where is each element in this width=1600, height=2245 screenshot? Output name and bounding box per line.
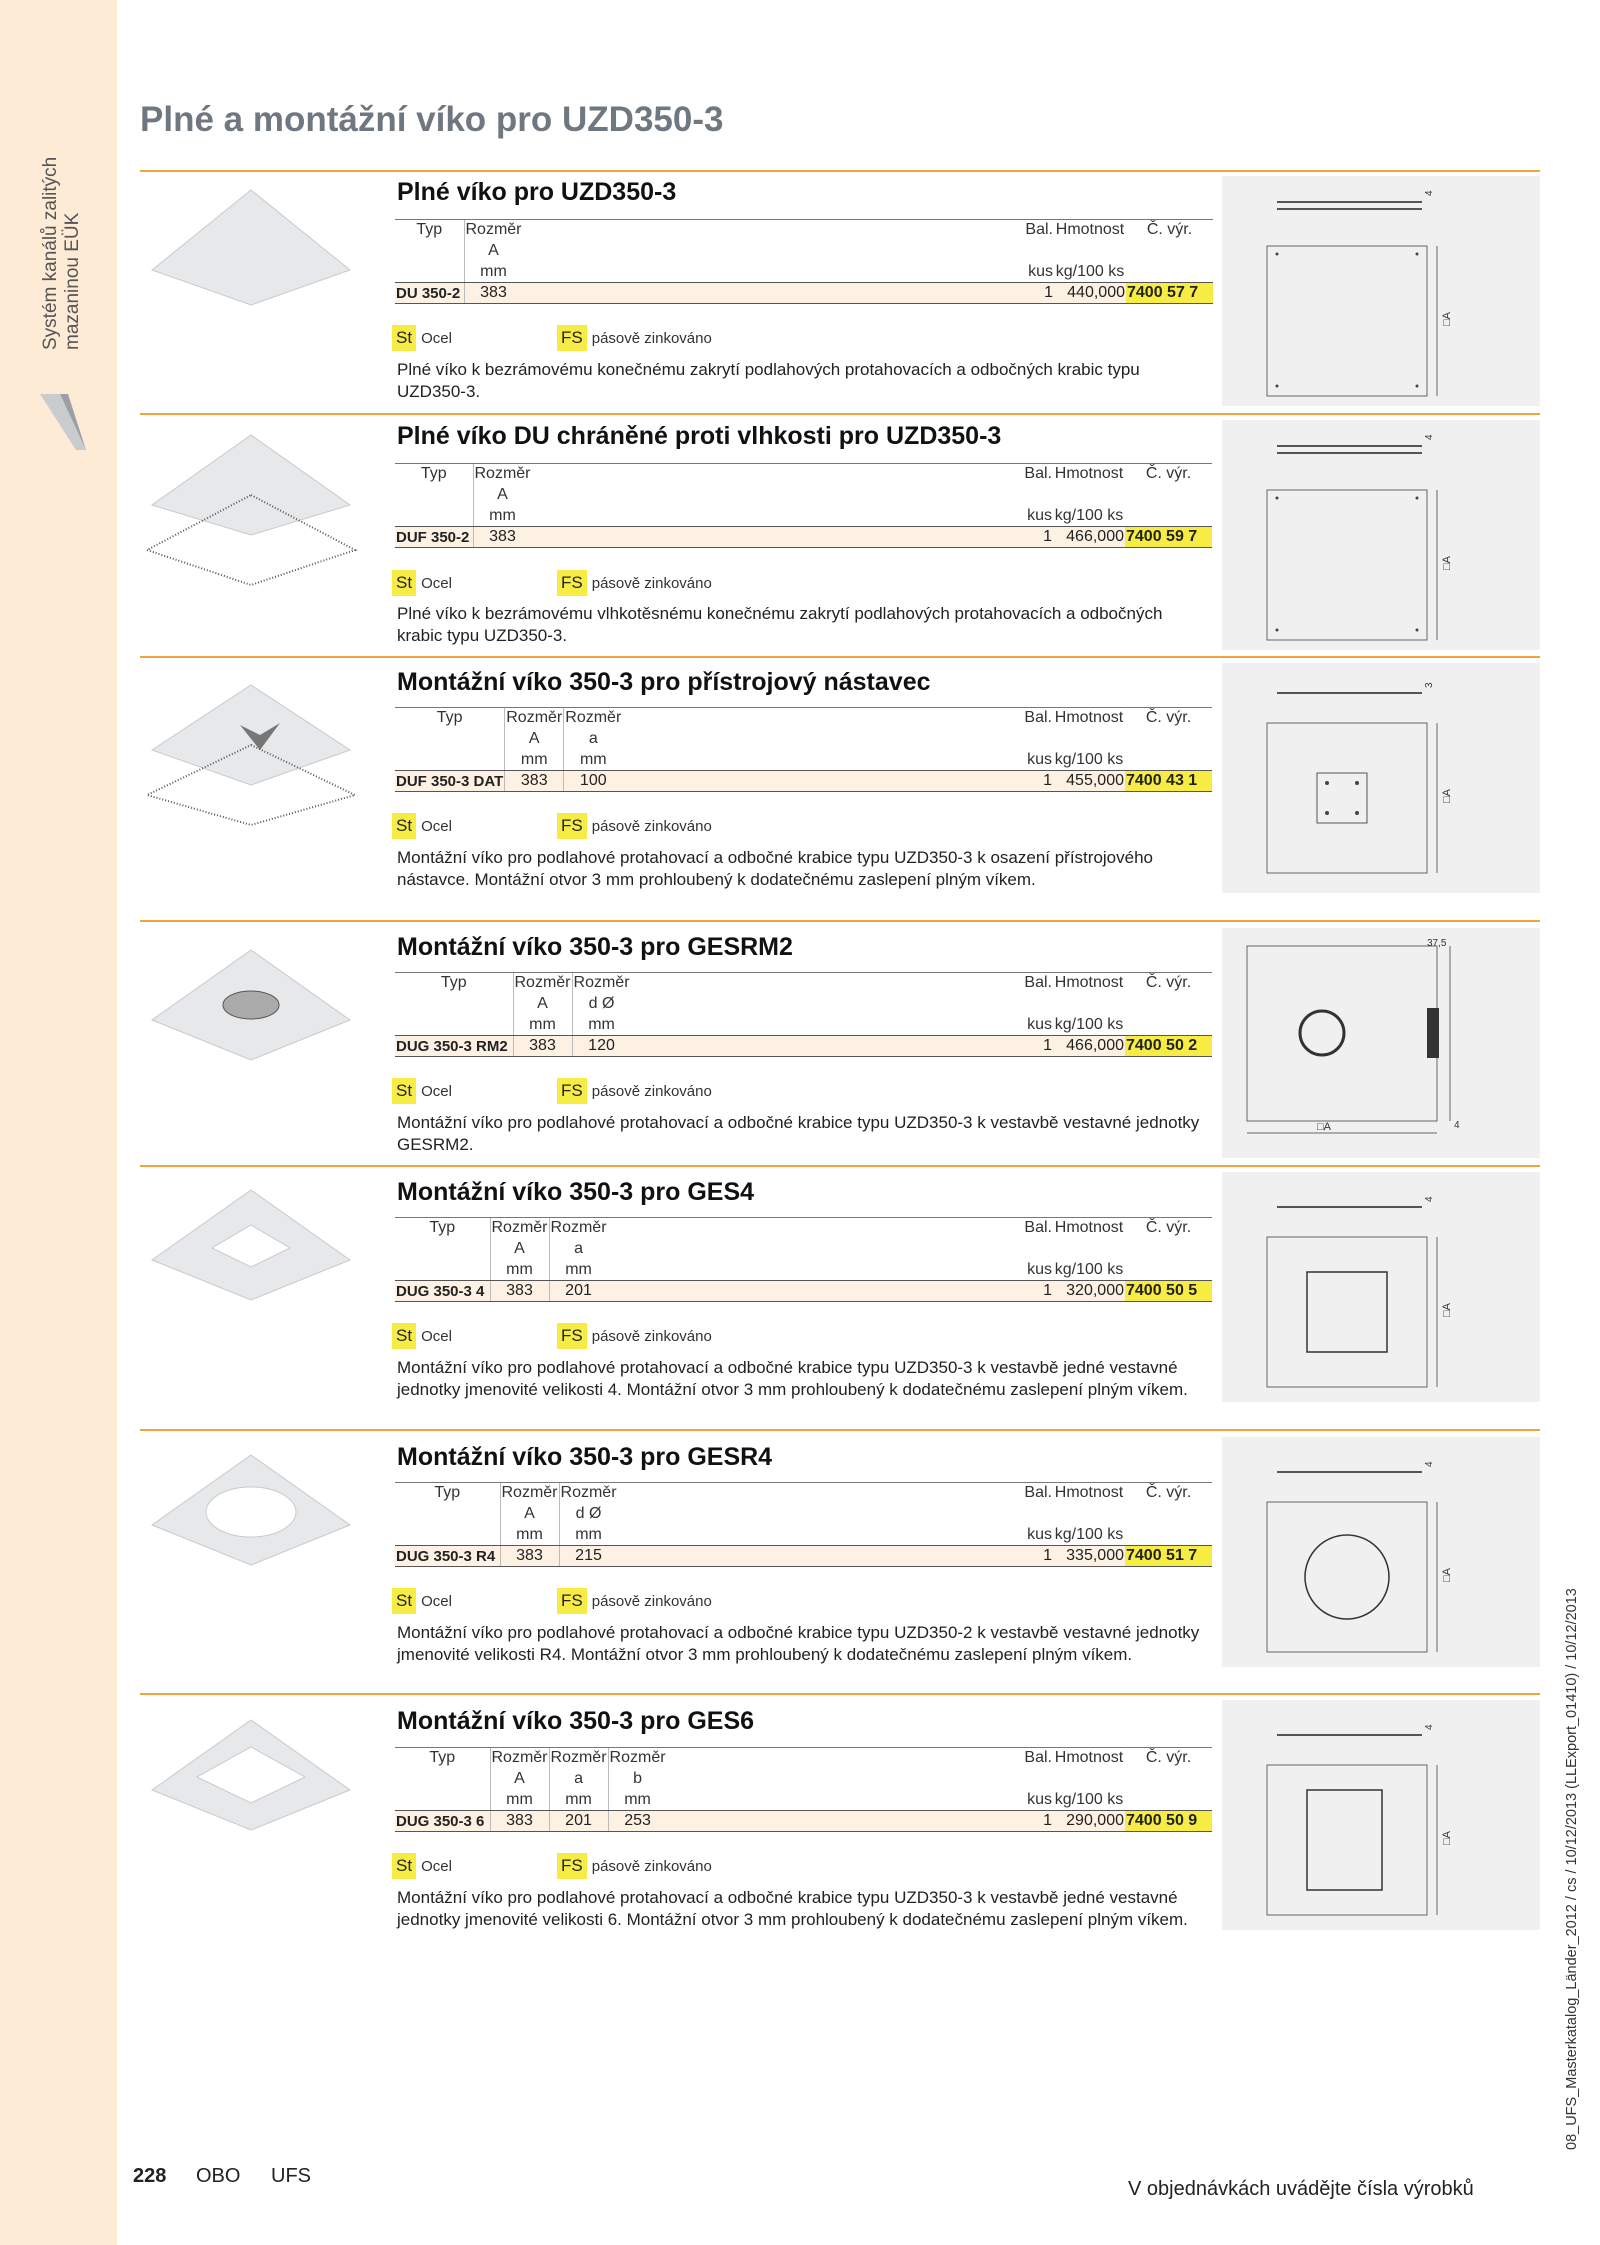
sidebar-label-line2: mazaninou EÜK [62,212,83,350]
col-rozmer: Rozměr [464,220,523,241]
col-typ: Typ [395,708,505,729]
material-row [392,1588,712,1614]
spec-table [395,1482,1212,1567]
unit-mm: mm [572,1015,631,1036]
material-row [392,570,712,596]
row-bal: 1 [1018,1281,1053,1302]
material-tag: St [392,1588,416,1614]
unit-kg: kg/100 ks [1053,1015,1125,1036]
table-row [395,1811,1212,1832]
section-description: Montážní víko pro podlahové protahovací a odbočné krabice typu UZD350-3 k vestavbě vestavné jednotky GESRM2. [397,1113,1200,1154]
row-typ: DUG 350-3 RM2 [395,1036,513,1057]
section-rule [140,1429,1540,1431]
col-rozmer: Rozměr [500,1483,559,1504]
row-dim: 215 [559,1546,618,1567]
row-dim: 383 [505,771,564,792]
unit-mm: mm [464,262,523,283]
unit-kus: kus [1018,1525,1053,1546]
unit-mm: mm [564,750,623,771]
unit-kg: kg/100 ks [1053,750,1125,771]
col-hmotnost: Hmotnost [1054,220,1126,241]
material-tag: St [392,1853,416,1879]
material-text: Ocel [421,1328,452,1345]
section-description: Montážní víko pro podlahové protahovací a odbočné krabice typu UZD350-3 k osazení přístrojového nástavce. Montážní otvor 3 mm prohloubený k dodatečnému zaslepení plným víkem. [397,848,1153,889]
drawing-dim-a: □A [1441,1568,1453,1582]
technical-drawing [1222,1437,1540,1667]
section-title: Plné víko pro UZD350-3 [397,178,677,206]
drawing-dim-a: □A [1441,556,1453,570]
material-tag: St [392,325,416,351]
finish-tag: FS [557,1588,587,1614]
material-text: Ocel [421,330,452,347]
technical-drawing [1222,1172,1540,1402]
spec-table [395,1217,1212,1302]
row-bal: 1 [1018,771,1053,792]
spec-table [395,972,1212,1057]
col-rozmer: Rozměr [559,1483,618,1504]
dim-label: a [564,729,623,750]
technical-drawing [1222,176,1540,406]
row-bal: 1 [1018,1546,1053,1567]
row-bal: 1 [1019,283,1054,304]
material-text: Ocel [421,1593,452,1610]
row-weight: 455,000 [1053,771,1125,792]
drawing-thickness: 4 [1424,1724,1435,1730]
col-bal: Bal. [1018,1483,1053,1504]
col-hmotnost: Hmotnost [1053,708,1125,729]
drawing-thickness: 3 [1424,682,1435,688]
col-typ: Typ [395,1218,490,1239]
unit-mm: mm [513,1015,572,1036]
finish-text: pásově zinkováno [591,575,712,592]
finish-text: pásově zinkováno [591,1083,712,1100]
drawing-thickness: 4 [1424,190,1435,196]
row-weight: 466,000 [1053,527,1125,548]
row-dim: 383 [490,1811,549,1832]
product-photo-device-lid [140,665,362,865]
section-title: Plné víko DU chráněné proti vlhkosti pro UZD350-3 [397,422,1002,450]
row-weight: 466,000 [1053,1036,1125,1057]
unit-kg: kg/100 ks [1053,506,1125,527]
col-cvyr: Č. výr. [1125,464,1212,485]
technical-drawing [1222,663,1540,893]
drawing-dim-a: □A [1441,1303,1453,1317]
material-tag: St [392,1078,416,1104]
finish-tag: FS [557,570,587,596]
material-row [392,325,712,351]
table-row [395,771,1212,792]
row-article: 7400 43 1 [1125,771,1212,792]
col-cvyr: Č. výr. [1125,1218,1212,1239]
row-typ: DUG 350-3 R4 [395,1546,500,1567]
sidebar-wedge-icon [38,392,88,452]
finish-tag: FS [557,1853,587,1879]
section-description: Plné víko k bezrámovému konečnému zakrytí podlahových protahovacích a odbočných krabic typu UZD350-3. [397,360,1140,401]
sidebar-label [40,110,84,350]
section-rule [140,1693,1540,1695]
col-bal: Bal. [1019,220,1054,241]
table-row [395,1546,1212,1567]
col-typ: Typ [395,973,513,994]
finish-text: pásově zinkováno [591,1858,712,1875]
section-title: Montážní víko 350-3 pro přístrojový nástavec [397,668,931,696]
dim-label: A [490,1769,549,1790]
dim-label: d Ø [559,1504,618,1525]
table-row [395,527,1212,548]
row-typ: DUG 350-3 4 [395,1281,490,1302]
row-bal: 1 [1018,1811,1053,1832]
row-article: 7400 50 9 [1125,1811,1212,1832]
footer-brand: OBO [196,2165,241,2187]
row-dim: 383 [513,1036,572,1057]
unit-mm: mm [559,1525,618,1546]
drawing-top-dim: 37,5 [1427,938,1447,949]
drawing-dim-a: □A [1317,1121,1331,1133]
finish-text: pásově zinkováno [591,330,712,347]
col-typ: Typ [395,464,473,485]
material-row [392,1323,712,1349]
col-hmotnost: Hmotnost [1053,464,1125,485]
row-article: 7400 57 7 [1126,283,1213,304]
unit-kus: kus [1018,1790,1053,1811]
unit-mm: mm [500,1525,559,1546]
row-typ: DUG 350-3 6 [395,1811,490,1832]
unit-mm: mm [549,1260,608,1281]
material-text: Ocel [421,1858,452,1875]
section-description: Montážní víko pro podlahové protahovací a odbočné krabice typu UZD350-3 k vestavbě jedné vestavné jednotky jmenovité velikosti 4. Montážní otvor 3 mm prohloubený k dodatečnému zaslepení plným víkem. [397,1358,1188,1399]
col-rozmer: Rozměr [549,1748,608,1769]
document-id: 08_UFS_Masterkatalog_Länder_2012 / cs / 10/12/2013 (LLExport_01410) / 10/12/2013 [1564,1588,1580,2150]
section-title: Montážní víko 350-3 pro GES4 [397,1178,755,1206]
col-rozmer: Rozměr [564,708,623,729]
row-dim: 120 [572,1036,631,1057]
dim-label: d Ø [572,994,631,1015]
col-cvyr: Č. výr. [1126,220,1213,241]
unit-kus: kus [1019,262,1054,283]
row-typ: DUF 350-3 DAT [396,772,504,790]
material-row [392,813,712,839]
section-title: Montážní víko 350-3 pro GESR4 [397,1443,773,1471]
row-article: 7400 59 7 [1125,527,1212,548]
unit-kus: kus [1018,506,1053,527]
row-dim: 201 [549,1281,608,1302]
material-text: Ocel [421,818,452,835]
drawing-dim-a: □A [1441,1831,1453,1845]
dim-label: A [500,1504,559,1525]
product-photo-moisture-lid [140,420,362,620]
section-description: Plné víko k bezrámovému vlhkotěsnému konečnému zakrytí podlahových protahovacích a odbočných krabic typu UZD350-3. [397,604,1163,645]
finish-text: pásově zinkováno [591,1328,712,1345]
footer-note: V objednávkách uvádějte čísla výrobků [1128,2178,1474,2200]
page-title: Plné a montážní víko pro UZD350-3 [140,100,724,139]
technical-drawing [1222,1700,1540,1930]
material-row [392,1078,712,1104]
unit-kus: kus [1018,1015,1053,1036]
col-hmotnost: Hmotnost [1053,973,1125,994]
col-rozmer: Rozměr [473,464,532,485]
spec-table [395,1747,1212,1832]
col-rozmer: Rozměr [572,973,631,994]
col-rozmer: Rozměr [608,1748,667,1769]
product-photo-gesr4-lid [140,1440,362,1640]
row-weight: 320,000 [1053,1281,1125,1302]
unit-kg: kg/100 ks [1053,1525,1125,1546]
drawing-dim-a: □A [1441,312,1453,326]
spec-table [395,707,1212,792]
row-dim: 383 [490,1281,549,1302]
finish-tag: FS [557,1078,587,1104]
col-bal: Bal. [1018,1218,1053,1239]
dim-label: b [608,1769,667,1790]
section-description: Montážní víko pro podlahové protahovací a odbočné krabice typu UZD350-2 k vestavbě vestavné jednotky jmenovité velikosti R4. Montážní otvor 3 mm prohloubený k dodatečnému zaslepení plným víkem. [397,1623,1200,1664]
drawing-thickness: 4 [1424,434,1435,440]
dim-label: A [473,485,532,506]
unit-mm: mm [490,1790,549,1811]
row-article: 7400 51 7 [1125,1546,1212,1567]
material-tag: St [392,570,416,596]
unit-kus: kus [1018,1260,1053,1281]
unit-kg: kg/100 ks [1053,1260,1125,1281]
col-cvyr: Č. výr. [1125,973,1212,994]
col-typ: Typ [395,220,464,241]
technical-drawing [1222,928,1540,1158]
row-typ: DU 350-2 [395,283,464,304]
unit-kg: kg/100 ks [1054,262,1126,283]
col-rozmer: Rozměr [490,1218,549,1239]
unit-mm: mm [490,1260,549,1281]
row-weight: 290,000 [1053,1811,1125,1832]
col-bal: Bal. [1018,1748,1053,1769]
table-row [395,1281,1212,1302]
col-cvyr: Č. výr. [1125,1483,1212,1504]
row-dim: 253 [608,1811,667,1832]
col-hmotnost: Hmotnost [1053,1748,1125,1769]
row-article: 7400 50 5 [1125,1281,1212,1302]
finish-tag: FS [557,1323,587,1349]
unit-mm: mm [505,750,564,771]
material-tag: St [392,813,416,839]
table-row [395,1036,1212,1057]
material-row [392,1853,712,1879]
sidebar-label-line1: Systém kanálů zalitých [40,156,61,350]
row-dim: 201 [549,1811,608,1832]
section-title: Montážní víko 350-3 pro GESRM2 [397,933,793,961]
product-photo-solid-lid [140,175,362,375]
material-text: Ocel [421,575,452,592]
col-hmotnost: Hmotnost [1053,1218,1125,1239]
unit-mm: mm [549,1790,608,1811]
section-rule [140,170,1540,172]
drawing-thickness: 4 [1424,1461,1435,1467]
spec-table [395,463,1212,548]
technical-drawing [1222,420,1540,650]
row-weight: 440,000 [1054,283,1126,304]
col-hmotnost: Hmotnost [1053,1483,1125,1504]
col-typ: Typ [395,1483,500,1504]
row-bal: 1 [1018,527,1053,548]
table-row [395,283,1213,304]
dim-label: A [464,241,523,262]
row-weight: 335,000 [1053,1546,1125,1567]
col-rozmer: Rozměr [490,1748,549,1769]
material-text: Ocel [421,1083,452,1100]
row-dim: 383 [473,527,532,548]
section-rule [140,413,1540,415]
spec-table [395,219,1213,304]
material-tag: St [392,1323,416,1349]
col-rozmer: Rozměr [549,1218,608,1239]
row-dim: 383 [464,283,523,304]
row-dim: 100 [564,771,623,792]
section-rule [140,656,1540,658]
col-bal: Bal. [1018,708,1053,729]
col-bal: Bal. [1018,973,1053,994]
row-article: 7400 50 2 [1125,1036,1212,1057]
dim-label: a [549,1239,608,1260]
dim-label: A [513,994,572,1015]
col-rozmer: Rozměr [505,708,564,729]
product-photo-ges6-lid [140,1705,362,1905]
dim-label: a [549,1769,608,1790]
dim-label: A [490,1239,549,1260]
sidebar [0,0,117,2245]
page-number: 228 [133,2165,167,2187]
unit-mm: mm [608,1790,667,1811]
row-typ: DUF 350-2 [395,527,473,548]
row-dim: 383 [500,1546,559,1567]
unit-kus: kus [1018,750,1053,771]
section-title: Montážní víko 350-3 pro GES6 [397,1707,755,1735]
col-cvyr: Č. výr. [1125,1748,1212,1769]
col-rozmer: Rozměr [513,973,572,994]
section-description: Montážní víko pro podlahové protahovací a odbočné krabice typu UZD350-3 k vestavbě jedné vestavné jednotky jmenovité velikosti 6. Montážní otvor 3 mm prohloubený k dodatečnému zaslepení plným víkem. [397,1888,1188,1929]
finish-text: pásově zinkováno [591,818,712,835]
col-cvyr: Č. výr. [1125,708,1212,729]
finish-text: pásově zinkováno [591,1593,712,1610]
footer-division: UFS [271,2165,311,2187]
finish-tag: FS [557,325,587,351]
col-bal: Bal. [1018,464,1053,485]
product-photo-gesrm2-lid [140,930,362,1130]
drawing-dim-a: □A [1441,789,1453,803]
drawing-thickness: 4 [1424,1196,1435,1202]
finish-tag: FS [557,813,587,839]
row-bal: 1 [1018,1036,1053,1057]
unit-mm: mm [473,506,532,527]
section-rule [140,1165,1540,1167]
unit-kg: kg/100 ks [1053,1790,1125,1811]
dim-label: A [505,729,564,750]
drawing-thickness: 4 [1454,1120,1460,1131]
col-typ: Typ [395,1748,490,1769]
product-photo-ges4-lid [140,1175,362,1375]
section-rule [140,920,1540,922]
